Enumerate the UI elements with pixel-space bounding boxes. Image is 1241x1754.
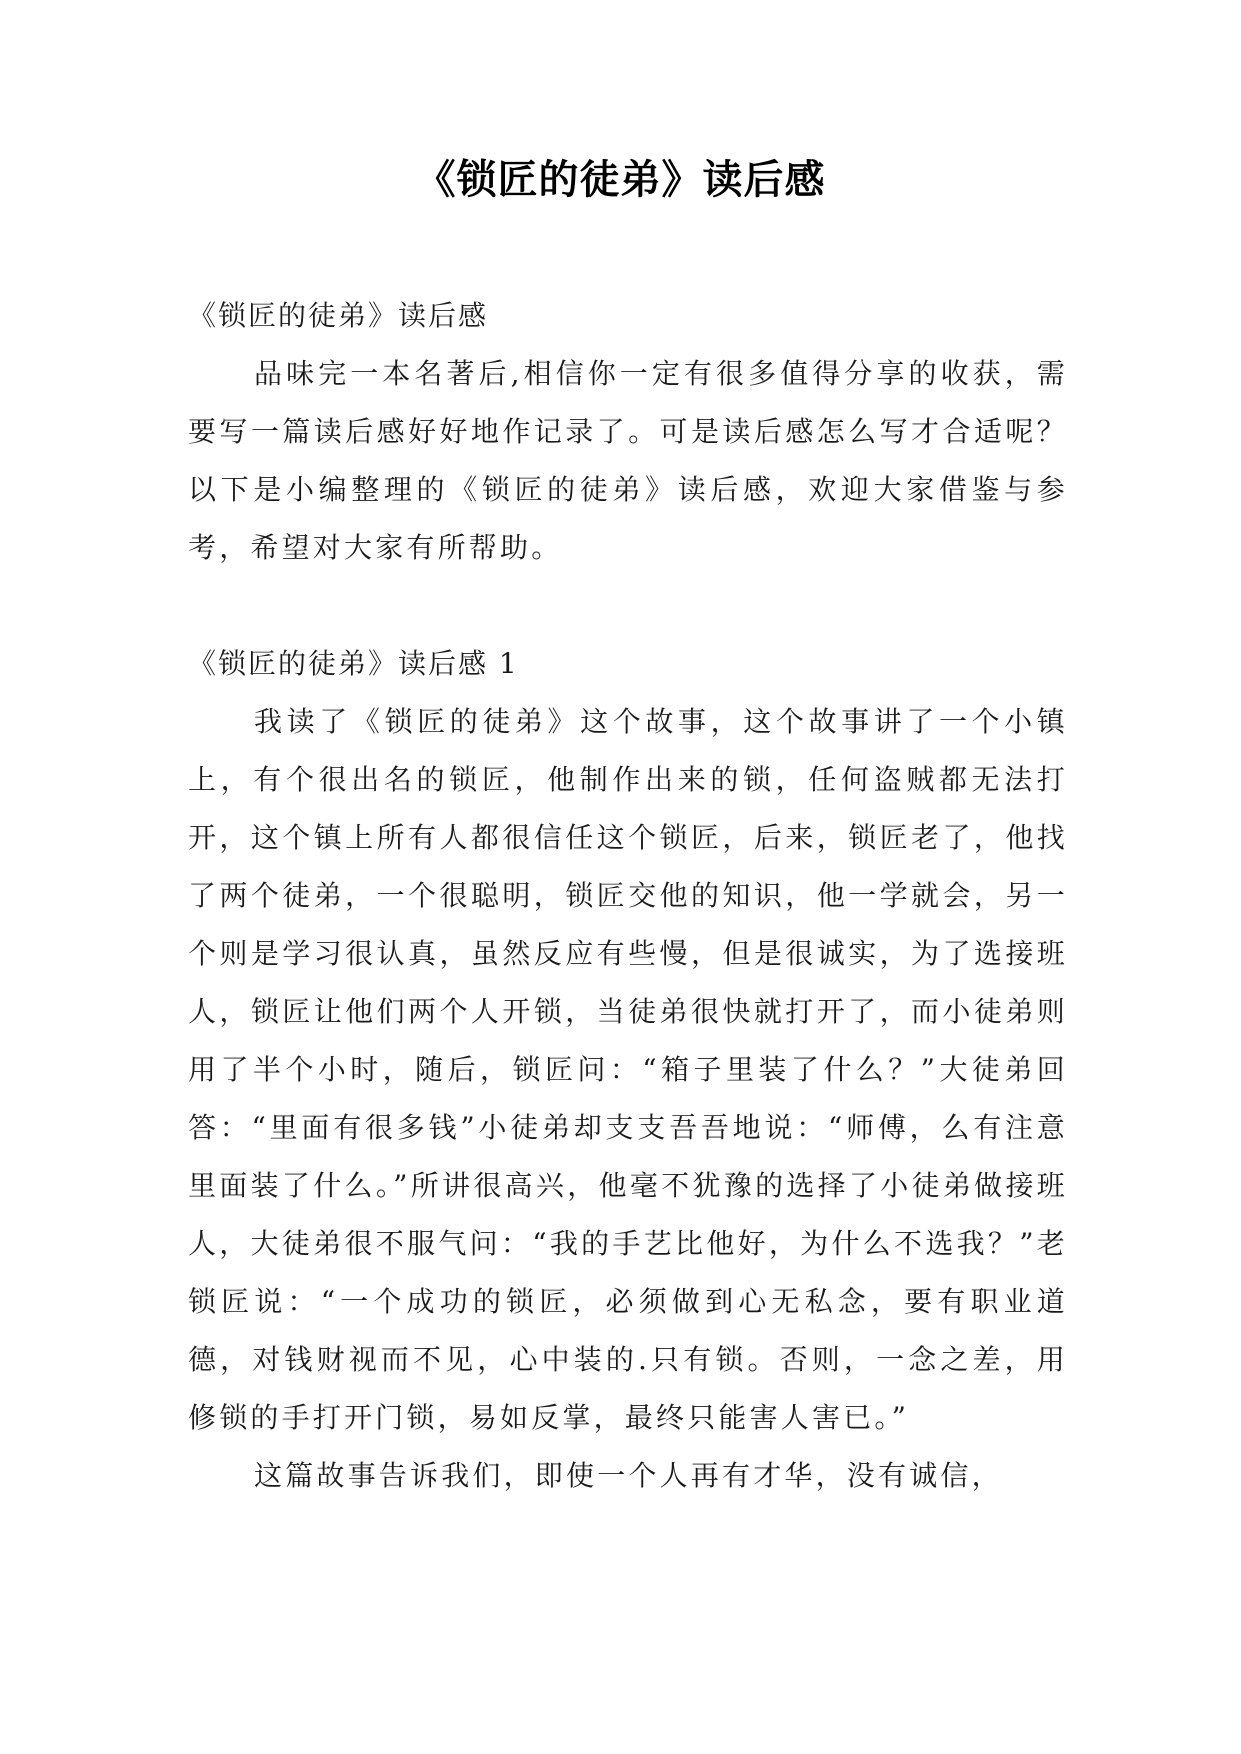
section1-paragraph-2: 这篇故事告诉我们，即使一个人再有才华，没有诚信，	[254, 1459, 1003, 1492]
intro-paragraph: 品味完一本名著后,相信你一定有很多值得分享的收获，需要写一篇读后感好好地作记录了。可是读后感怎么写才合适呢？以下是小编整理的《锁匠的徒弟》读后感，欢迎大家借鉴与参考，希望对大家有所帮助。	[188, 357, 1068, 564]
document-title: 《锁匠的徒弟》读后感	[415, 157, 826, 203]
section-spacer	[188, 577, 1068, 635]
document-body	[188, 287, 1068, 1505]
intro-heading: 《锁匠的徒弟》读后感	[188, 299, 489, 332]
section1-heading: 《锁匠的徒弟》读后感 1	[188, 647, 519, 680]
section1-paragraph-1: 我读了《锁匠的徒弟》这个故事，这个故事讲了一个小镇上，有个很出名的锁匠，他制作出来的锁，任何盗贼都无法打开，这个镇上所有人都很信任这个锁匠，后来，锁匠老了，他找了两个徒弟，一个很聪明，锁匠交他的知识，他一学就会，另一个则是学习很认真，虽然反应有些慢，但是很诚实，为了选接班人，锁匠让他们两个人开锁，当徒弟很快就打开了，而小徒弟则用了半个小时，随后，锁匠问：“箱子里装了什么？”大徒弟回答：“里面有很多钱”小徒弟却支支吾吾地说：“师傅，么有注意里面装了什么。”所讲很高兴，他毫不犹豫的选择了小徒弟做接班人，大徒弟很不服气问：“我的手艺比他好，为什么不选我？”老锁匠说：“一个成功的锁匠，必须做到心无私念，要有职业道德，对钱财视而不见，心中装的.只有锁。否则，一念之差，用修锁的手打开门锁，易如反掌，最终只能害人害已。”	[188, 705, 1068, 1434]
